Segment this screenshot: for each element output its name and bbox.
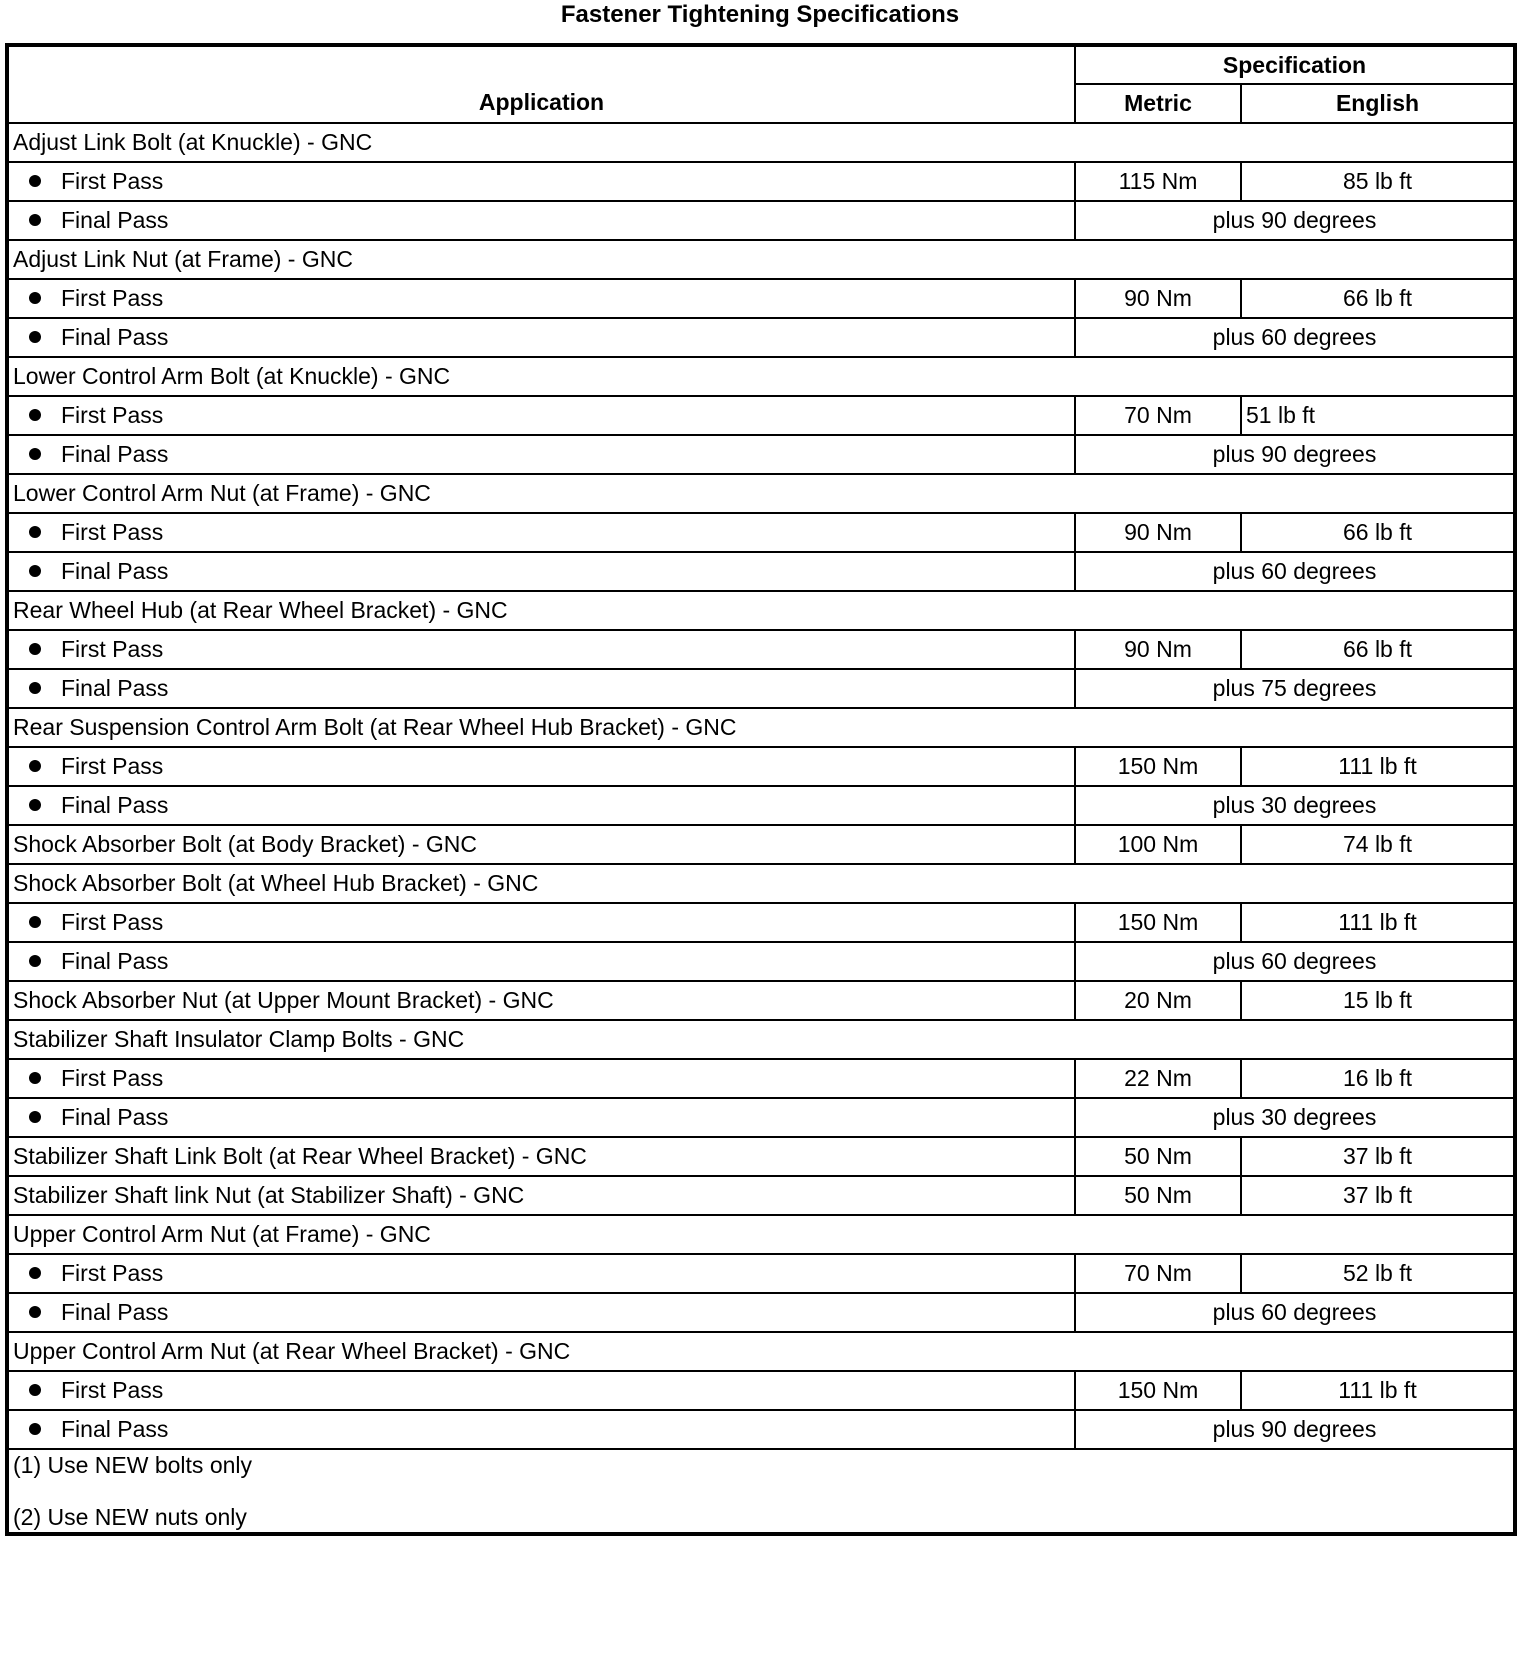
angle-spec-cell: plus 30 degrees <box>1075 1098 1515 1137</box>
metric-cell: 70 Nm <box>1075 1254 1241 1293</box>
table-row <box>7 1410 1515 1449</box>
pass-label: First Pass <box>61 285 164 311</box>
pass-label-cell <box>7 201 1075 240</box>
pass-label: First Pass <box>61 402 164 428</box>
english-cell: 111 lb ft <box>1241 903 1515 942</box>
english-cell: 51 lb ft <box>1241 396 1515 435</box>
metric-cell: 50 Nm <box>1075 1137 1241 1176</box>
note-new-bolts: (1) Use NEW bolts only <box>13 1452 253 1478</box>
table-row <box>7 669 1515 708</box>
bullet-icon <box>29 1423 41 1435</box>
pass-label: Final Pass <box>61 792 169 818</box>
group-label-cell: Stabilizer Shaft Insulator Clamp Bolts - GNC <box>7 1020 1515 1059</box>
group-label-cell: Shock Absorber Bolt (at Wheel Hub Bracket) - GNC <box>7 864 1515 903</box>
pass-label: Final Pass <box>61 675 169 701</box>
english-cell: 52 lb ft <box>1241 1254 1515 1293</box>
table-row <box>7 708 1515 747</box>
metric-cell: 100 Nm <box>1075 825 1241 864</box>
pass-label-cell <box>7 1254 1075 1293</box>
english-cell: 111 lb ft <box>1241 1371 1515 1410</box>
pass-label: First Pass <box>61 1065 164 1091</box>
table-row <box>7 1059 1515 1098</box>
table-row <box>7 903 1515 942</box>
pass-label: First Pass <box>61 1260 164 1286</box>
pass-label-cell <box>7 1371 1075 1410</box>
table-row <box>7 279 1515 318</box>
english-cell: 16 lb ft <box>1241 1059 1515 1098</box>
pass-label-cell <box>7 942 1075 981</box>
page-title: Fastener Tightening Specifications <box>560 1 960 28</box>
pass-label: Final Pass <box>61 441 169 467</box>
table-row <box>7 201 1515 240</box>
pass-label: First Pass <box>61 753 164 779</box>
notes-row <box>7 1449 1515 1534</box>
angle-spec-cell: plus 90 degrees <box>1075 201 1515 240</box>
bullet-icon <box>29 916 41 928</box>
table-row <box>7 630 1515 669</box>
metric-cell: 50 Nm <box>1075 1176 1241 1215</box>
angle-spec-cell: plus 30 degrees <box>1075 786 1515 825</box>
pass-label-cell <box>7 669 1075 708</box>
pass-label: First Pass <box>61 636 164 662</box>
pass-label-cell <box>7 903 1075 942</box>
english-cell: 85 lb ft <box>1241 162 1515 201</box>
pass-label: First Pass <box>61 1377 164 1403</box>
group-label-cell: Rear Suspension Control Arm Bolt (at Rear Wheel Hub Bracket) - GNC <box>7 708 1515 747</box>
pass-label-cell <box>7 630 1075 669</box>
pass-label-cell <box>7 1410 1075 1449</box>
application-cell: Shock Absorber Nut (at Upper Mount Bracket) - GNC <box>7 981 1075 1020</box>
pass-label: Final Pass <box>61 558 169 584</box>
pass-label: Final Pass <box>61 324 169 350</box>
pass-label-cell <box>7 1293 1075 1332</box>
pass-label: First Pass <box>61 168 164 194</box>
group-label-cell: Rear Wheel Hub (at Rear Wheel Bracket) - GNC <box>7 591 1515 630</box>
bullet-icon <box>29 214 41 226</box>
table-row <box>7 1098 1515 1137</box>
english-cell: 74 lb ft <box>1241 825 1515 864</box>
pass-label: Final Pass <box>61 1416 169 1442</box>
header-row-1 <box>7 45 1515 84</box>
pass-label: First Pass <box>61 909 164 935</box>
angle-spec-cell: plus 75 degrees <box>1075 669 1515 708</box>
bullet-icon <box>29 292 41 304</box>
pass-label-cell <box>7 318 1075 357</box>
pass-label: Final Pass <box>61 1104 169 1130</box>
table-row <box>7 1176 1515 1215</box>
table-row <box>7 942 1515 981</box>
bullet-icon <box>29 682 41 694</box>
english-cell: 15 lb ft <box>1241 981 1515 1020</box>
table-row <box>7 474 1515 513</box>
metric-cell: 70 Nm <box>1075 396 1241 435</box>
bullet-icon <box>29 565 41 577</box>
pass-label-cell <box>7 162 1075 201</box>
angle-spec-cell: plus 60 degrees <box>1075 318 1515 357</box>
bullet-icon <box>29 1384 41 1396</box>
table-row <box>7 1137 1515 1176</box>
pass-label-cell <box>7 435 1075 474</box>
table-row <box>7 513 1515 552</box>
pass-label-cell <box>7 279 1075 318</box>
angle-spec-cell: plus 60 degrees <box>1075 552 1515 591</box>
bullet-icon <box>29 1072 41 1084</box>
table-row <box>7 786 1515 825</box>
pass-label: Final Pass <box>61 207 169 233</box>
pass-label-cell <box>7 513 1075 552</box>
table-row <box>7 1371 1515 1410</box>
bullet-icon <box>29 1267 41 1279</box>
application-cell: Stabilizer Shaft link Nut (at Stabilizer Shaft) - GNC <box>7 1176 1075 1215</box>
metric-cell: 115 Nm <box>1075 162 1241 201</box>
pass-label: Final Pass <box>61 1299 169 1325</box>
application-header: Application <box>7 45 1075 123</box>
bullet-icon <box>29 331 41 343</box>
bullet-icon <box>29 526 41 538</box>
table-row <box>7 396 1515 435</box>
english-cell: 111 lb ft <box>1241 747 1515 786</box>
table-row <box>7 1293 1515 1332</box>
bullet-icon <box>29 760 41 772</box>
angle-spec-cell: plus 60 degrees <box>1075 942 1515 981</box>
pass-label: Final Pass <box>61 948 169 974</box>
bullet-icon <box>29 1306 41 1318</box>
bullet-icon <box>29 409 41 421</box>
english-header: English <box>1241 84 1515 123</box>
table-row <box>7 357 1515 396</box>
bullet-icon <box>29 175 41 187</box>
english-cell: 66 lb ft <box>1241 630 1515 669</box>
spec-table <box>5 43 1517 1536</box>
group-label-cell: Lower Control Arm Bolt (at Knuckle) - GNC <box>7 357 1515 396</box>
table-row <box>7 981 1515 1020</box>
english-cell: 66 lb ft <box>1241 513 1515 552</box>
pass-label-cell <box>7 396 1075 435</box>
group-label-cell: Upper Control Arm Nut (at Rear Wheel Bracket) - GNC <box>7 1332 1515 1371</box>
specification-header: Specification <box>1075 45 1515 84</box>
pass-label: First Pass <box>61 519 164 545</box>
table-row <box>7 435 1515 474</box>
metric-header: Metric <box>1075 84 1241 123</box>
application-cell: Stabilizer Shaft Link Bolt (at Rear Wheel Bracket) - GNC <box>7 1137 1075 1176</box>
pass-label-cell <box>7 552 1075 591</box>
english-cell: 37 lb ft <box>1241 1137 1515 1176</box>
application-cell: Shock Absorber Bolt (at Body Bracket) - GNC <box>7 825 1075 864</box>
metric-cell: 150 Nm <box>1075 903 1241 942</box>
metric-cell: 150 Nm <box>1075 1371 1241 1410</box>
group-label-cell: Lower Control Arm Nut (at Frame) - GNC <box>7 474 1515 513</box>
table-row <box>7 825 1515 864</box>
group-label-cell: Adjust Link Nut (at Frame) - GNC <box>7 240 1515 279</box>
spec-table-body <box>7 123 1515 1449</box>
bullet-icon <box>29 799 41 811</box>
bullet-icon <box>29 448 41 460</box>
table-row <box>7 1254 1515 1293</box>
angle-spec-cell: plus 90 degrees <box>1075 435 1515 474</box>
metric-cell: 22 Nm <box>1075 1059 1241 1098</box>
pass-label-cell <box>7 1059 1075 1098</box>
pass-label-cell <box>7 786 1075 825</box>
angle-spec-cell: plus 60 degrees <box>1075 1293 1515 1332</box>
notes-cell <box>7 1449 1515 1534</box>
group-label-cell: Upper Control Arm Nut (at Frame) - GNC <box>7 1215 1515 1254</box>
table-row <box>7 1215 1515 1254</box>
bullet-icon <box>29 643 41 655</box>
table-row <box>7 591 1515 630</box>
metric-cell: 90 Nm <box>1075 279 1241 318</box>
bullet-icon <box>29 955 41 967</box>
table-row <box>7 1332 1515 1371</box>
note-new-nuts: (2) Use NEW nuts only <box>13 1504 247 1530</box>
table-row <box>7 747 1515 786</box>
table-row <box>7 162 1515 201</box>
table-row <box>7 1020 1515 1059</box>
table-row <box>7 123 1515 162</box>
table-row <box>7 552 1515 591</box>
english-cell: 66 lb ft <box>1241 279 1515 318</box>
table-row <box>7 240 1515 279</box>
pass-label-cell <box>7 1098 1075 1137</box>
angle-spec-cell: plus 90 degrees <box>1075 1410 1515 1449</box>
table-row <box>7 864 1515 903</box>
bullet-icon <box>29 1111 41 1123</box>
metric-cell: 150 Nm <box>1075 747 1241 786</box>
table-row <box>7 318 1515 357</box>
metric-cell: 90 Nm <box>1075 630 1241 669</box>
english-cell: 37 lb ft <box>1241 1176 1515 1215</box>
metric-cell: 90 Nm <box>1075 513 1241 552</box>
group-label-cell: Adjust Link Bolt (at Knuckle) - GNC <box>7 123 1515 162</box>
pass-label-cell <box>7 747 1075 786</box>
metric-cell: 20 Nm <box>1075 981 1241 1020</box>
